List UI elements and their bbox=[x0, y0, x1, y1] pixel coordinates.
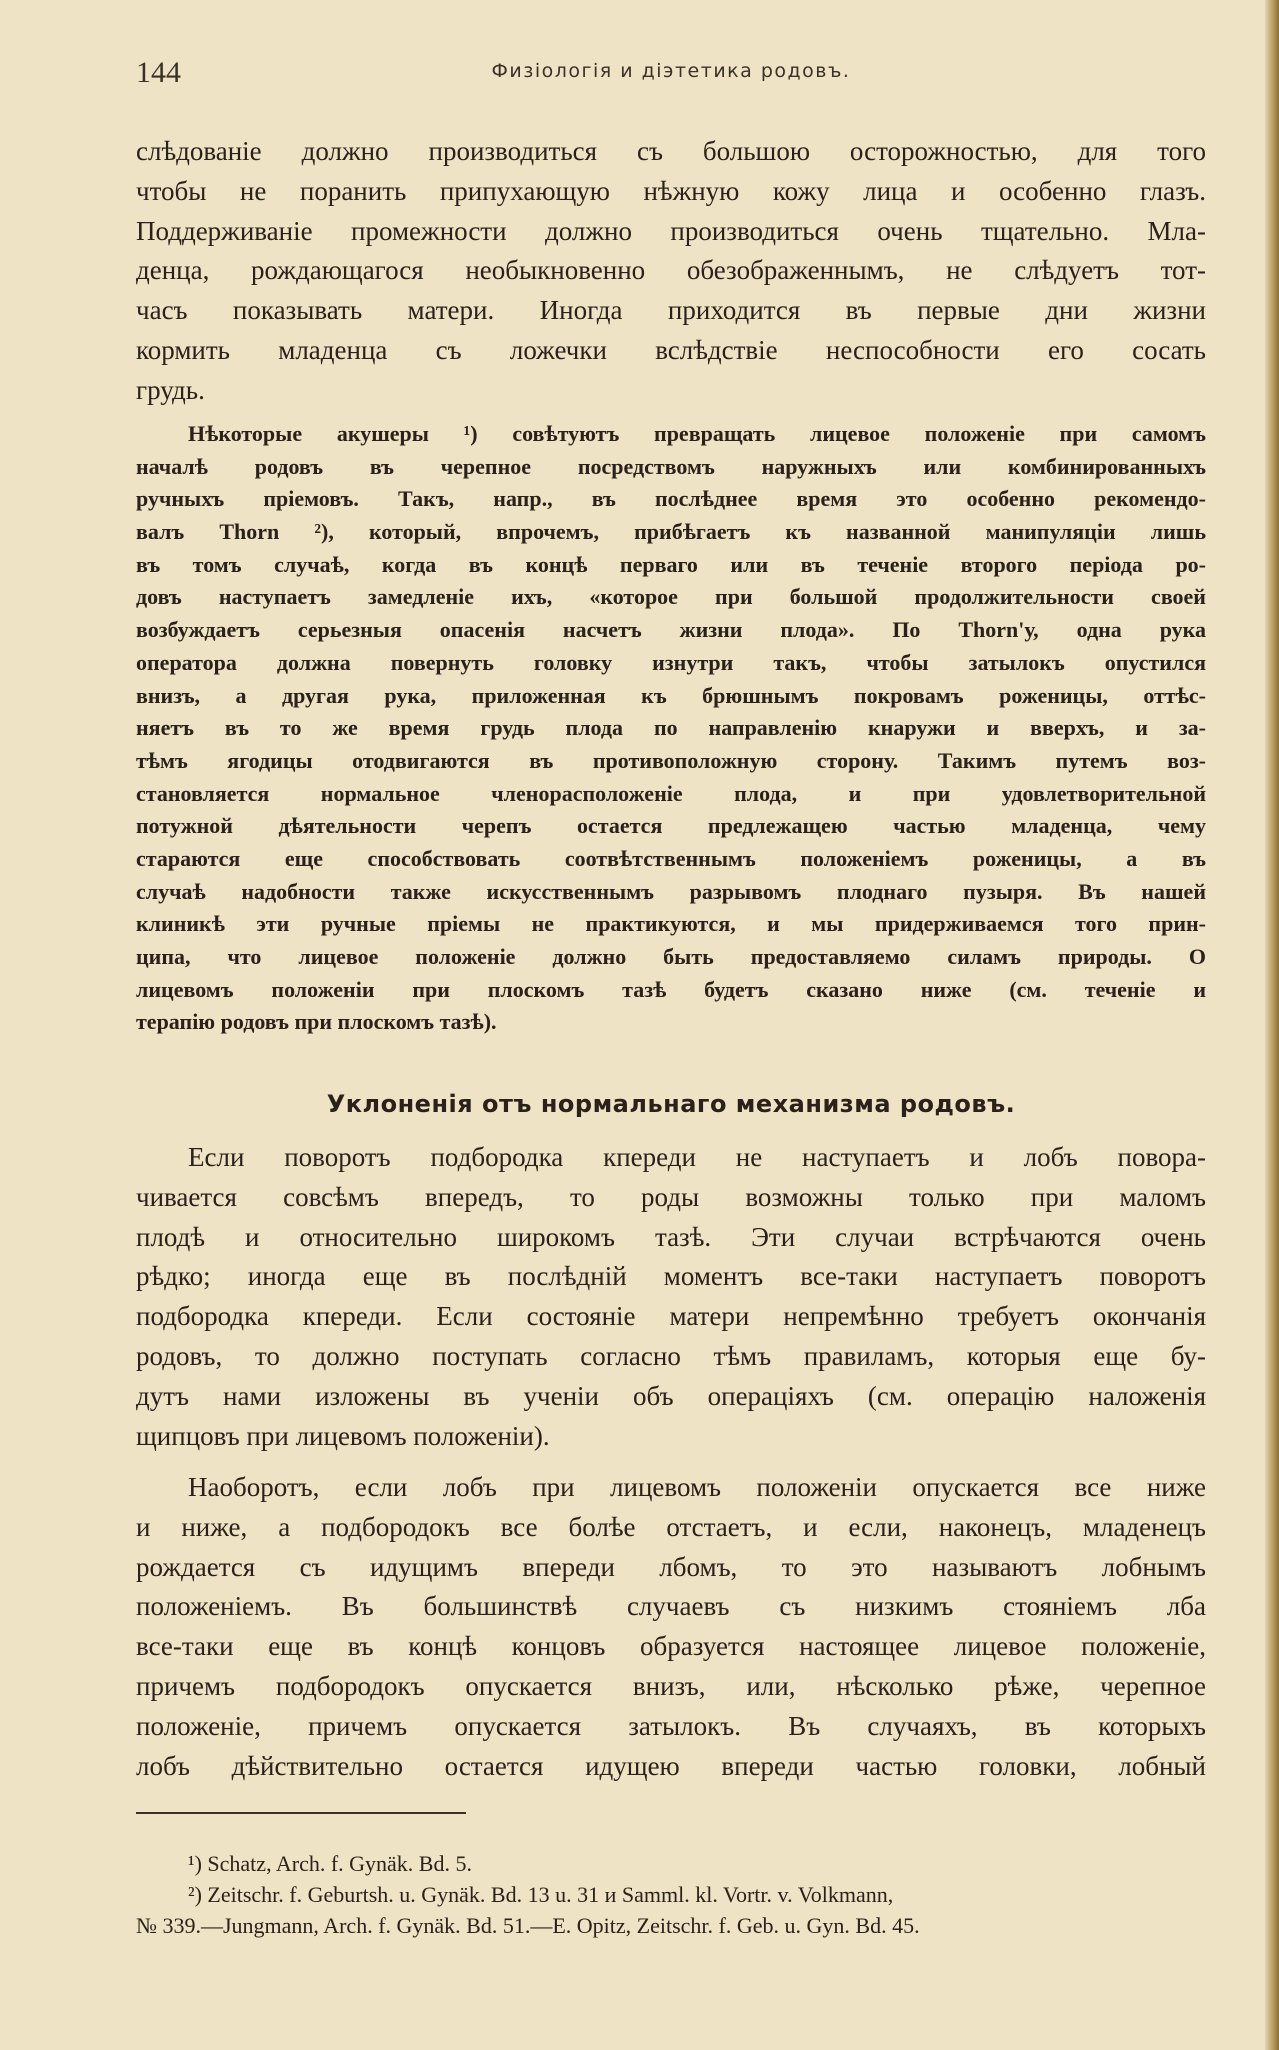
text-line: потужной дѣятельности черепъ остается предлежащею частью младенца, чему bbox=[136, 813, 1206, 839]
text-line: возбуждаетъ серьезныя опасенія насчетъ жизни плода». По Thorn'у, одна рука bbox=[136, 617, 1206, 643]
text-line: валъ Thorn ²), который, впрочемъ, прибѣгаетъ къ названной манипуляціи лишь bbox=[136, 519, 1206, 545]
text-line: клиникѣ эти ручные пріемы не практикуются, и мы придерживаемся того прин- bbox=[136, 911, 1206, 937]
text-line: началѣ родовъ въ черепное посредствомъ наружныхъ или комбинированныхъ bbox=[136, 453, 1206, 479]
text-line: оператора должна повернуть головку изнутри такъ, чтобы затылокъ опустился bbox=[136, 649, 1206, 675]
text-line: родовъ, то должно поступать согласно тѣмъ правиламъ, которыя еще бу- bbox=[136, 1340, 1206, 1371]
paragraph-4 bbox=[136, 1468, 1206, 1786]
text-line: чивается совсѣмъ впередъ, то роды возможны только при маломъ bbox=[136, 1181, 1206, 1212]
text-line: причемъ подбородокъ опускается внизъ, или, нѣсколько рѣже, черепное bbox=[136, 1670, 1206, 1701]
text-line: няетъ въ то же время грудь плода по направленію кнаружи и вверхъ, и за- bbox=[136, 715, 1206, 741]
text-line: внизъ, а другая рука, приложенная къ брюшнымъ покровамъ роженицы, оттѣс- bbox=[136, 682, 1206, 708]
text-line: денца, рождающагося необыкновенно обезображеннымъ, не слѣдуетъ тот- bbox=[136, 255, 1206, 286]
text-line: чтобы не поранить припухающую нѣжную кожу лица и особенно глазъ. bbox=[136, 175, 1206, 206]
text-line: плодѣ и относительно широкомъ тазѣ. Эти случаи встрѣчаются очень bbox=[136, 1221, 1206, 1252]
text-line: грудь. bbox=[136, 374, 205, 405]
text-line: Если поворотъ подбородка кпереди не наступаетъ и лобъ повора- bbox=[188, 1142, 1206, 1172]
text-line: щипцовъ при лицевомъ положеніи). bbox=[136, 1420, 550, 1451]
paragraph-3 bbox=[136, 1138, 1206, 1456]
text-line: лицевомъ положеніи при плоскомъ тазѣ будетъ сказано ниже (см. теченіе и bbox=[136, 976, 1206, 1002]
text-line: случаѣ надобности также искусственнымъ разрывомъ плоднаго пузыря. Въ нашей bbox=[136, 878, 1206, 904]
text-line: все-таки еще въ концѣ концовъ образуется настоящее лицевое положеніе, bbox=[136, 1631, 1206, 1662]
footnote-rule bbox=[136, 1812, 466, 1814]
footnote: ¹) Schatz, Arch. f. Gynäk. Bd. 5. bbox=[188, 1851, 472, 1876]
text-line: Поддерживаніе промежности должно производиться очень тщательно. Мла- bbox=[136, 215, 1206, 246]
section-heading: Уклоненія отъ нормальнаго механизма родовъ. bbox=[326, 1090, 1016, 1118]
footnote: № 339.—Jungmann, Arch. f. Gynäk. Bd. 51.—E. Opitz, Zeitschr. f. Geb. u. Gyn. Bd. 45. bbox=[136, 1913, 920, 1938]
page-number: 144 bbox=[136, 56, 181, 89]
text-line: кормить младенца съ ложечки вслѣдствіе неспособности его сосать bbox=[136, 334, 1206, 365]
text-line: подбородка кпереди. Если состояніе матери непремѣнно требуетъ окончанія bbox=[136, 1301, 1206, 1332]
text-line: Наоборотъ, если лобъ при лицевомъ положеніи опускается все ниже bbox=[188, 1472, 1206, 1502]
text-line: часъ показывать матери. Иногда приходится въ первые дни жизни bbox=[136, 295, 1206, 326]
text-line: ципа, что лицевое положеніе должно быть предоставляемо силамъ природы. О bbox=[136, 944, 1206, 969]
text-line: лобъ дѣйствительно остается идущею впереди частью головки, лобный bbox=[136, 1750, 1206, 1781]
text-line: рѣдко; иногда еще въ послѣдній моментъ все-таки наступаетъ поворотъ bbox=[136, 1261, 1206, 1292]
text-line: становляется нормальное членорасположеніе плода, и при удовлетворительной bbox=[136, 780, 1206, 806]
text-line: слѣдованіе должно производиться съ большою осторожностью, для того bbox=[136, 136, 1206, 166]
text-line: терапію родовъ при плоскомъ тазѣ). bbox=[136, 1009, 497, 1035]
text-line: ручныхъ пріемовъ. Такъ, напр., въ послѣднее время это особенно рекомендо- bbox=[136, 486, 1206, 512]
text-line: положеніемъ. Въ большинствѣ случаевъ съ низкимъ стояніемъ лба bbox=[136, 1591, 1206, 1622]
paragraph-1 bbox=[136, 132, 1206, 411]
text-line: рождается съ идущимъ впереди лбомъ, то это называютъ лобнымъ bbox=[136, 1551, 1206, 1582]
text-line: довъ наступаетъ замедленіе ихъ, «которое при большой продолжительности своей bbox=[136, 584, 1206, 610]
footnotes bbox=[136, 1848, 1206, 1941]
running-title: Физіологія и діэтетика родовъ. bbox=[491, 60, 851, 82]
text-line: стараются еще способствовать соотвѣтственнымъ положеніемъ роженицы, а въ bbox=[136, 845, 1206, 871]
page-header bbox=[136, 56, 1206, 96]
text-line: и ниже, а подбородокъ все болѣе отстаетъ, и если, наконецъ, младенецъ bbox=[136, 1511, 1206, 1542]
text-line: въ томъ случаѣ, когда въ концѣ перваго или въ теченіе второго періода ро- bbox=[136, 551, 1206, 577]
text-line: положеніе, причемъ опускается затылокъ. Въ случаяхъ, въ которыхъ bbox=[136, 1710, 1206, 1741]
text-line: Нѣкоторые акушеры ¹) совѣтуютъ превращать лицевое положеніе при самомъ bbox=[188, 421, 1206, 446]
text-line: дутъ нами изложены въ ученіи объ операціяхъ (см. операцію наложенія bbox=[136, 1380, 1206, 1411]
paragraph-2 bbox=[136, 418, 1206, 1039]
text-line: тѣмъ ягодицы отодвигаются въ противоположную сторону. Такимъ путемъ воз- bbox=[136, 747, 1206, 773]
footnote: ²) Zeitschr. f. Geburtsh. u. Gynäk. Bd. 13 u. 31 и Samml. kl. Vortr. v. Volkmann, bbox=[188, 1882, 894, 1907]
